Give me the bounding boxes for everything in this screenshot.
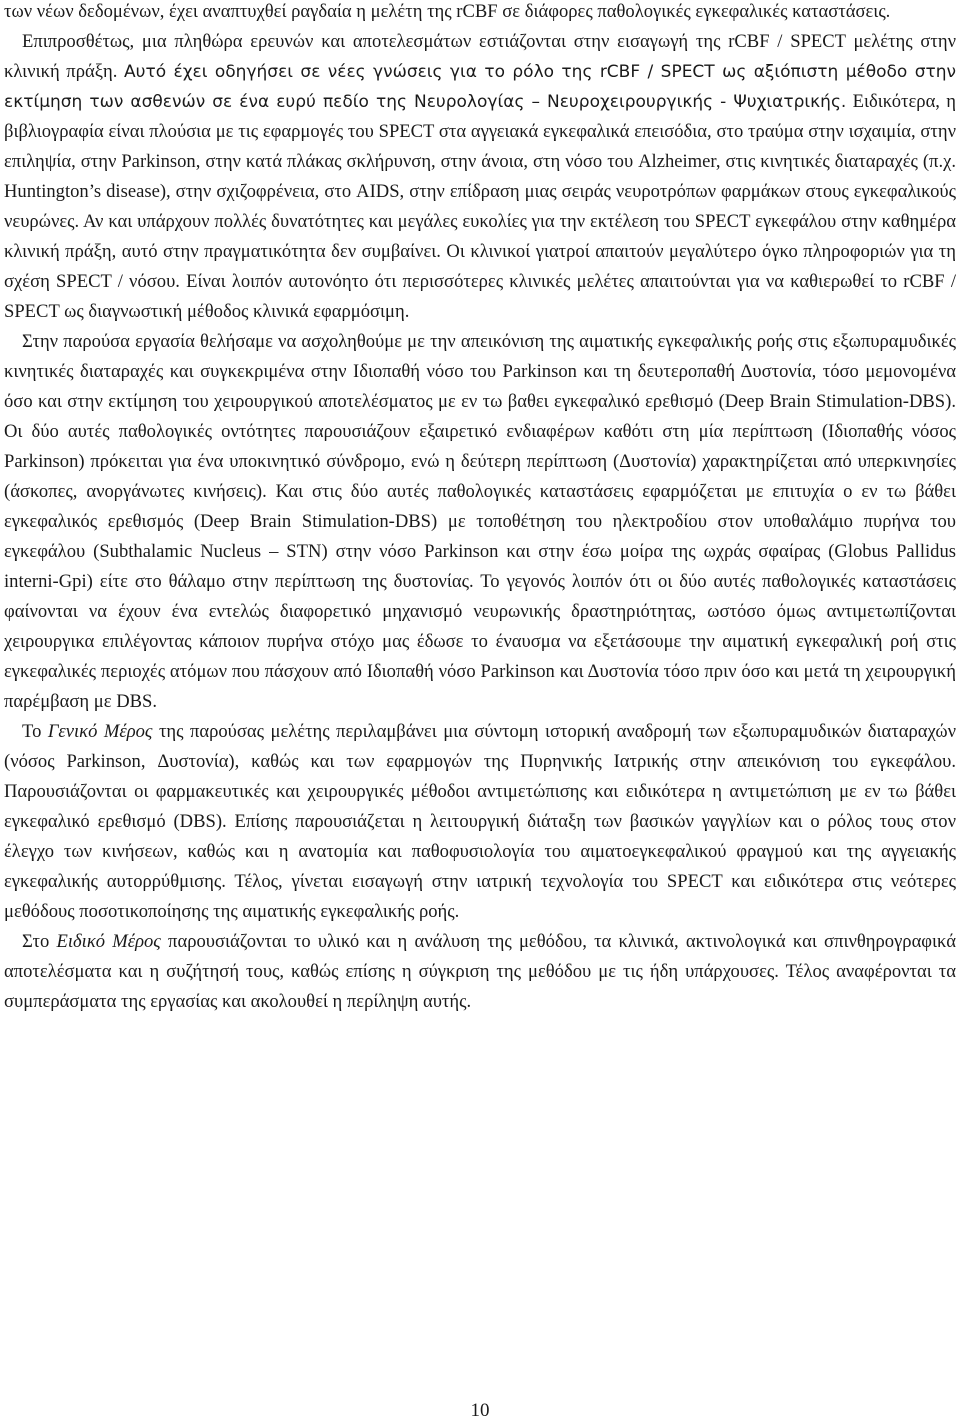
- paragraph-body: παρουσιάζονται το υλικό και η ανάλυση της μεθόδου, τα κλινικά, ακτινολογικά και σπινθηρογραφικά αποτελέσματα και η συζήτησή τους, καθώς επίσης η σύγκριση της μεθόδου με τις ήδη υπάρχουσες. Τέλος αναφέρονται τα συμπεράσματα της εργασίας και ακολουθεί η περίληψη αυτής.: [4, 931, 956, 1012]
- general-part-term: Γενικό Μέρος: [47, 721, 153, 742]
- paragraph-special-part: [4, 927, 956, 1017]
- special-part-term: Ειδικό Μέρος: [56, 931, 161, 952]
- paragraph-lead: Στο: [22, 931, 57, 952]
- paragraph-sentence-a: Επιπροσθέτως, μια πληθώρα ερευνών και αποτελεσμάτων εστιάζονται στην εισαγωγή της rCBF / SPECT μελέτης στην κλινική πράξη.: [4, 31, 956, 82]
- paragraph-sentence-b: Αυτό έχει οδηγήσει σε νέες γνώσεις για το ρόλο της rCBF / SPECT ως αξιόπιστη μέθοδο στην εκτίμηση των ασθενών σε ένα ευρύ πεδίο της Νευρολογίας – Νευροχειρουργικής - Ψυχιατρικής.: [4, 62, 957, 112]
- document-page: [4, 0, 956, 1017]
- paragraph-lead: Το: [22, 721, 48, 742]
- paragraph-sentence-c: Ειδικότερα, η βιβλιογραφία είναι πλούσια με τις εφαρμογές του SPECT στα αγγειακά εγκεφαλικά επεισόδια, στο τραύμα στην ισχαιμία, στην επιληψία, στην Parkinson, στην κατά πλάκας σκλήρυνση, στην άνοια, στη νόσο του Alzheimer, στις κινητικές διαταραχές (π.χ. Huntington’s disease), στην σχιζοφρένεια, στο AIDS, στην επίδραση μιας σειράς νευροτρόπων φαρμάκων στους εγκεφαλικούς νευρώνες. Αν και υπάρχουν πολλές δυνατότητες και μεγάλες ευκολίες για την εκτέλεση του SPECT εγκεφάλου στην καθημέρα κλινική πράξη, αυτό στην πραγματικότητα δεν συμβαίνει. Οι κλινικοί γιατροί απαιτούν μεγαλύτερο όγκο πληροφοριών για τη σχέση SPECT / νόσου. Είναι λοιπόν αυτονόητο ότι περισσότερες κλινικές μελέτες απαιτούνται για να καθιερωθεί το rCBF / SPECT ως διαγνωστική μέθοδος κλινικά εφαρμόσιμη.: [4, 91, 956, 322]
- paragraph-continuation: των νέων δεδομένων, έχει αναπτυχθεί ραγδαία η μελέτη της rCBF σε διάφορες παθολογικές εγκεφαλικές καταστάσεις.: [4, 1, 891, 22]
- paragraph-body: της παρούσας μελέτης περιλαμβάνει μια σύντομη ιστορική αναδρομή των εξωπυραμυδικών διαταραχών (νόσος Parkinson, Δυστονία), καθώς και των εφαρμογών της Πυρηνικής Ιατρικής στην απεικόνιση του εγκεφάλου. Παρουσιάζονται οι φαρμακευτικές και χειρουργικές μέθοδοι αντιμετώπισης και ειδικότερα η αντιμετώπιση με εν τω βάθει εγκεφαλικό ερεθισμό (DBS). Επίσης παρουσιάζεται η λειτουργική διάταξη των βασικών γαγγλίων και ο ρόλος τους στον έλεγχο των κινήσεων, καθώς και η ανατομία και παθοφυσιολογία του αιματοεγκεφαλικού φραγμού και της αγγειακής εγκεφαλικής αυτορρύθμισης. Τέλος, γίνεται εισαγωγή στην ιατρική τεχνολογία του SPECT και ειδικότερα στις νεότερες μεθόδους ποσοτικοποίησης της αιματικής εγκεφαλικής ροής.: [4, 721, 957, 922]
- paragraph-present-study: Στην παρούσα εργασία θελήσαμε να ασχοληθούμε με την απεικόνιση της αιματικής εγκεφαλικής ροής στις εξωπυραμυδικές κινητικές διαταραχές και συγκεκριμένα στην Ιδιοπαθή νόσο του Parkinson και τη δευτεροπαθή Δυστονία, τόσο μεμονομένα όσο και στην εκτίμηση του χειρουργικού αποτελέσματος με εν τω βαθει εγκεφαλικό ερεθισμό (Deep Brain Stimulation-DBS). Οι δύο αυτές παθολογικές οντότητες παρουσιάζουν εξαιρετικό ενδιαφέρων καθότι στη μία περίπτωση (Ιδιοπαθής νόσος Parkinson) πρόκειται για ένα υποκινητικό σύνδρομο, ενώ η δεύτερη περίπτωση (Δυστονία) χαρακτηρίζεται από υπερκινησίες (άσκοπες, ανοργάνωτες κινήσεις). Και στις δύο αυτές παθολογικές καταστάσεις εφαρμόζεται με επιτυχία ο εν τω βάθει εγκεφαλικός ερεθισμός (Deep Brain Stimulation-DBS) με τοποθέτηση του ηλεκτροδίου στον υποθαλάμιο πυρήνα του εγκεφάλου (Subthalamic Nucleus – STN) στην νόσο Parkinson και στην έσω μοίρα της ωχράς σφαίρας (Globus Pallidus interni-Gpi) είτε στο θάλαμο στην περίπτωση της δυστονίας. Το γεγονός λοιπόν ότι οι δύο αυτές παθολογικές καταστάσεις φαίνονται να έχουν ένα εντελώς διαφορετικό μηχανισμό νευρωνικής δραστηριότητας, ωστόσο όμως αντιμετωπίζονται χειρουργικα επιλέγοντας κάποιον πυρήνα στόχο μας έδωσε το έναυσμα να εξετάσουμε την αιματική εγκεφαλική ροή στις εγκεφαλικές περιοχές ατόμων που πάσχουν από Ιδιοπαθή νόσο Parkinson και Δυστονία τόσο πριν όσο και μετά τη χειρουργική παρέμβαση με DBS.: [4, 331, 956, 712]
- paragraph-rcbf-spect-clinical: [4, 27, 956, 327]
- paragraph-general-part: [4, 717, 956, 927]
- page-number: 10: [470, 1400, 490, 1421]
